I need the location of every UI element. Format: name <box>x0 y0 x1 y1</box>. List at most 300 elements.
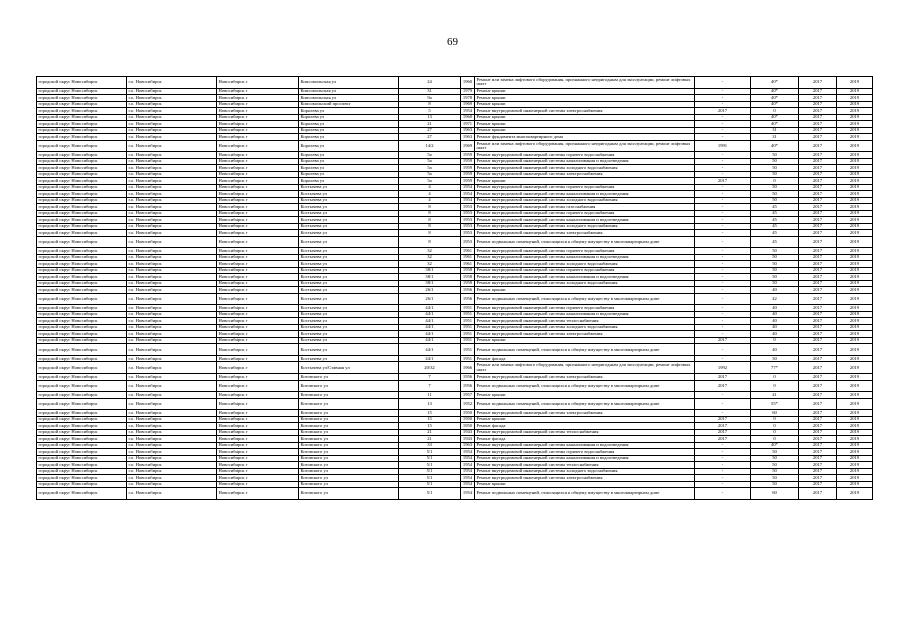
build-year-cell: 1953 <box>461 223 475 230</box>
plan-start-year-cell: 2017 <box>799 416 837 423</box>
city-cell: Новосибирск г <box>217 287 299 294</box>
city-cell: Новосибирск г <box>217 374 299 381</box>
wear-percent-cell: 0 <box>751 337 799 344</box>
house-number-cell: 4 <box>399 184 461 191</box>
house-number-cell: 5а <box>399 152 461 159</box>
city-cell: Новосибирск г <box>217 77 299 89</box>
city-cell: Новосибирск г <box>217 140 299 152</box>
plan-end-year-cell: 2019 <box>837 355 873 362</box>
wear-percent-cell: 50 <box>751 455 799 462</box>
plan-end-year-cell: 2019 <box>837 398 873 410</box>
build-year-cell: 1956 <box>461 287 475 294</box>
plan-end-year-cell: 2019 <box>837 462 873 469</box>
street-cell: Костычева ул <box>299 261 399 268</box>
municipality-cell: городской округ Новосибирск <box>37 398 127 410</box>
house-number-cell: 15 <box>399 423 461 430</box>
build-year-cell: 1959 <box>461 158 475 165</box>
last-repair-year-cell: - <box>695 468 751 475</box>
street-cell: Костычева ул <box>299 331 399 338</box>
municipality-cell: городской округ Новосибирск <box>37 261 127 268</box>
plan-start-year-cell: 2017 <box>799 165 837 172</box>
settlement-cell: г.о. Новосибирск <box>127 101 217 108</box>
wear-percent-cell: 40* <box>751 121 799 128</box>
municipality-cell: городской округ Новосибирск <box>37 468 127 475</box>
street-cell: Костычева ул <box>299 254 399 261</box>
wear-percent-cell: 40 <box>751 287 799 294</box>
street-cell: Костычева ул <box>299 217 399 224</box>
house-number-cell: 5а <box>399 165 461 172</box>
plan-start-year-cell: 2017 <box>799 101 837 108</box>
plan-start-year-cell: 2017 <box>799 223 837 230</box>
house-number-cell: 7 <box>399 374 461 381</box>
plan-start-year-cell: 2017 <box>799 236 837 248</box>
street-cell: Комсомольская ул <box>299 77 399 89</box>
last-repair-year-cell: - <box>695 318 751 325</box>
street-cell: Костычева ул <box>299 311 399 318</box>
last-repair-year-cell: - <box>695 254 751 261</box>
last-repair-year-cell: 2017 <box>695 423 751 430</box>
municipality-cell: городской округ Новосибирск <box>37 442 127 449</box>
city-cell: Новосибирск г <box>217 362 299 374</box>
last-repair-year-cell: - <box>695 223 751 230</box>
house-number-cell: 5/1 <box>399 475 461 482</box>
municipality-cell: городской округ Новосибирск <box>37 178 127 185</box>
build-year-cell: 1951 <box>461 331 475 338</box>
work-type-cell: Ремонт внутридомовой инженерной системы горячего водоснабжения <box>475 248 695 255</box>
settlement-cell: г.о. Новосибирск <box>127 95 217 102</box>
plan-start-year-cell: 2017 <box>799 331 837 338</box>
work-type-cell: Ремонт внутридомовой инженерной системы холодного водоснабжения <box>475 261 695 268</box>
settlement-cell: г.о. Новосибирск <box>127 178 217 185</box>
settlement-cell: г.о. Новосибирск <box>127 217 217 224</box>
wear-percent-cell: 50 <box>751 267 799 274</box>
plan-end-year-cell: 2019 <box>837 380 873 392</box>
house-number-cell: 13 <box>399 398 461 410</box>
last-repair-year-cell: - <box>695 331 751 338</box>
last-repair-year-cell: - <box>695 449 751 456</box>
wear-percent-cell: 45 <box>751 210 799 217</box>
city-cell: Новосибирск г <box>217 178 299 185</box>
last-repair-year-cell: - <box>695 392 751 399</box>
city-cell: Новосибирск г <box>217 108 299 115</box>
work-type-cell: Ремонт крыши <box>475 392 695 399</box>
build-year-cell: 1966 <box>461 362 475 374</box>
plan-start-year-cell: 2017 <box>799 204 837 211</box>
settlement-cell: г.о. Новосибирск <box>127 324 217 331</box>
house-number-cell: 20/32 <box>399 362 461 374</box>
repair-program-table-container <box>36 76 872 500</box>
build-year-cell: 1979 <box>461 88 475 95</box>
street-cell: Костычева ул <box>299 318 399 325</box>
settlement-cell: г.о. Новосибирск <box>127 140 217 152</box>
work-type-cell: Ремонт крыши <box>475 101 695 108</box>
work-type-cell: Ремонт или замена лифтового оборудования, признанного непригодным для эксплуатации, ремонт лифтовых шахт <box>475 77 695 89</box>
work-type-cell: Ремонт внутридомовой инженерной системы горячего водоснабжения <box>475 449 695 456</box>
city-cell: Новосибирск г <box>217 254 299 261</box>
municipality-cell: городской округ Новосибирск <box>37 488 127 500</box>
street-cell: Котовского ул <box>299 436 399 443</box>
plan-start-year-cell: 2017 <box>799 355 837 362</box>
city-cell: Новосибирск г <box>217 475 299 482</box>
house-number-cell: 9а <box>399 95 461 102</box>
street-cell: Котовского ул <box>299 416 399 423</box>
last-repair-year-cell: - <box>695 134 751 141</box>
house-number-cell: 7 <box>399 380 461 392</box>
city-cell: Новосибирск г <box>217 197 299 204</box>
last-repair-year-cell: - <box>695 197 751 204</box>
settlement-cell: г.о. Новосибирск <box>127 158 217 165</box>
street-cell: Костычева ул <box>299 184 399 191</box>
city-cell: Новосибирск г <box>217 88 299 95</box>
city-cell: Новосибирск г <box>217 429 299 436</box>
settlement-cell: г.о. Новосибирск <box>127 236 217 248</box>
last-repair-year-cell: - <box>695 488 751 500</box>
city-cell: Новосибирск г <box>217 392 299 399</box>
settlement-cell: г.о. Новосибирск <box>127 108 217 115</box>
city-cell: Новосибирск г <box>217 423 299 430</box>
settlement-cell: г.о. Новосибирск <box>127 254 217 261</box>
build-year-cell: 1951 <box>461 305 475 312</box>
build-year-cell: 1951 <box>461 324 475 331</box>
plan-end-year-cell: 2019 <box>837 127 873 134</box>
municipality-cell: городской округ Новосибирск <box>37 140 127 152</box>
plan-end-year-cell: 2019 <box>837 171 873 178</box>
street-cell: Костычева ул <box>299 191 399 198</box>
municipality-cell: городской округ Новосибирск <box>37 158 127 165</box>
city-cell: Новосибирск г <box>217 280 299 287</box>
street-cell: Котовского ул <box>299 398 399 410</box>
last-repair-year-cell: - <box>695 152 751 159</box>
plan-start-year-cell: 2017 <box>799 481 837 488</box>
street-cell: Котовского ул <box>299 410 399 417</box>
house-number-cell: 27 <box>399 134 461 141</box>
last-repair-year-cell: - <box>695 217 751 224</box>
last-repair-year-cell: - <box>695 324 751 331</box>
house-number-cell: 4 <box>399 191 461 198</box>
last-repair-year-cell: - <box>695 462 751 469</box>
build-year-cell: 1954 <box>461 488 475 500</box>
plan-start-year-cell: 2017 <box>799 114 837 121</box>
work-type-cell: Ремонт внутридомовой инженерной системы электроснабжения <box>475 108 695 115</box>
house-number-cell: 26/1 <box>399 293 461 305</box>
plan-end-year-cell: 2019 <box>837 261 873 268</box>
build-year-cell: 1954 <box>461 462 475 469</box>
last-repair-year-cell: 2017 <box>695 380 751 392</box>
street-cell: Котовского ул <box>299 481 399 488</box>
wear-percent-cell: 50 <box>751 152 799 159</box>
build-year-cell: 1963 <box>461 134 475 141</box>
street-cell: Королева ул <box>299 108 399 115</box>
work-type-cell: Ремонт подвальных помещений, относящихся к общему имуществу в многоквартирном доме <box>475 236 695 248</box>
wear-percent-cell: 55* <box>751 398 799 410</box>
build-year-cell: 1954 <box>461 475 475 482</box>
wear-percent-cell: 0 <box>751 108 799 115</box>
plan-start-year-cell: 2017 <box>799 318 837 325</box>
plan-start-year-cell: 2017 <box>799 324 837 331</box>
street-cell: Королева ул <box>299 152 399 159</box>
last-repair-year-cell: - <box>695 121 751 128</box>
house-number-cell: 31 <box>399 88 461 95</box>
settlement-cell: г.о. Новосибирск <box>127 223 217 230</box>
build-year-cell: 1978 <box>461 95 475 102</box>
settlement-cell: г.о. Новосибирск <box>127 287 217 294</box>
last-repair-year-cell: - <box>695 101 751 108</box>
plan-start-year-cell: 2017 <box>799 158 837 165</box>
plan-start-year-cell: 2017 <box>799 442 837 449</box>
plan-end-year-cell: 2019 <box>837 158 873 165</box>
plan-start-year-cell: 2017 <box>799 468 837 475</box>
last-repair-year-cell: - <box>695 88 751 95</box>
municipality-cell: городской округ Новосибирск <box>37 217 127 224</box>
work-type-cell: Ремонт внутридомовой инженерной системы холодного водоснабжения <box>475 223 695 230</box>
city-cell: Новосибирск г <box>217 488 299 500</box>
wear-percent-cell: 42 <box>751 293 799 305</box>
settlement-cell: г.о. Новосибирск <box>127 280 217 287</box>
street-cell: Костычева ул <box>299 344 399 356</box>
last-repair-year-cell: - <box>695 311 751 318</box>
wear-percent-cell: 50 <box>751 355 799 362</box>
work-type-cell: Ремонт внутридомовой инженерной системы канализования и водоотведения <box>475 254 695 261</box>
plan-start-year-cell: 2017 <box>799 462 837 469</box>
city-cell: Новосибирск г <box>217 410 299 417</box>
plan-start-year-cell: 2017 <box>799 455 837 462</box>
build-year-cell: 1963 <box>461 442 475 449</box>
last-repair-year-cell: - <box>695 274 751 281</box>
build-year-cell: 1951 <box>461 344 475 356</box>
municipality-cell: городской округ Новосибирск <box>37 165 127 172</box>
municipality-cell: городской округ Новосибирск <box>37 436 127 443</box>
build-year-cell: 1961 <box>461 254 475 261</box>
city-cell: Новосибирск г <box>217 152 299 159</box>
wear-percent-cell: 45 <box>751 223 799 230</box>
table-row <box>37 362 873 374</box>
plan-end-year-cell: 2019 <box>837 410 873 417</box>
work-type-cell: Ремонт крыши <box>475 337 695 344</box>
settlement-cell: г.о. Новосибирск <box>127 455 217 462</box>
house-number-cell: 5/1 <box>399 455 461 462</box>
city-cell: Новосибирск г <box>217 274 299 281</box>
wear-percent-cell: 41 <box>751 392 799 399</box>
last-repair-year-cell: - <box>695 455 751 462</box>
wear-percent-cell: 50 <box>751 184 799 191</box>
wear-percent-cell: 50 <box>751 165 799 172</box>
plan-end-year-cell: 2019 <box>837 197 873 204</box>
settlement-cell: г.о. Новосибирск <box>127 293 217 305</box>
work-type-cell: Ремонт крыши <box>475 416 695 423</box>
house-number-cell: 5а <box>399 171 461 178</box>
work-type-cell: Ремонт внутридомовой инженерной системы теплоснабжения <box>475 318 695 325</box>
last-repair-year-cell: - <box>695 158 751 165</box>
house-number-cell: 5 <box>399 108 461 115</box>
settlement-cell: г.о. Новосибирск <box>127 121 217 128</box>
city-cell: Новосибирск г <box>217 380 299 392</box>
city-cell: Новосибирск г <box>217 134 299 141</box>
plan-start-year-cell: 2017 <box>799 429 837 436</box>
city-cell: Новосибирск г <box>217 204 299 211</box>
last-repair-year-cell: - <box>695 481 751 488</box>
work-type-cell: Ремонт подвальных помещений, относящихся к общему имуществу в многоквартирном доме <box>475 380 695 392</box>
build-year-cell: 1960 <box>461 77 475 89</box>
last-repair-year-cell: - <box>695 293 751 305</box>
street-cell: Костычева ул <box>299 204 399 211</box>
build-year-cell: 1954 <box>461 481 475 488</box>
plan-start-year-cell: 2017 <box>799 108 837 115</box>
wear-percent-cell: 40 <box>751 344 799 356</box>
plan-start-year-cell: 2017 <box>799 140 837 152</box>
plan-end-year-cell: 2019 <box>837 178 873 185</box>
plan-start-year-cell: 2017 <box>799 95 837 102</box>
municipality-cell: городской округ Новосибирск <box>37 429 127 436</box>
plan-end-year-cell: 2019 <box>837 280 873 287</box>
municipality-cell: городской округ Новосибирск <box>37 204 127 211</box>
house-number-cell: 26/1 <box>399 287 461 294</box>
work-type-cell: Ремонт внутридомовой инженерной системы электроснабжения <box>475 230 695 237</box>
city-cell: Новосибирск г <box>217 191 299 198</box>
last-repair-year-cell: - <box>695 165 751 172</box>
table-row <box>37 77 873 89</box>
city-cell: Новосибирск г <box>217 236 299 248</box>
settlement-cell: г.о. Новосибирск <box>127 305 217 312</box>
street-cell: Королева ул <box>299 158 399 165</box>
municipality-cell: городской округ Новосибирск <box>37 121 127 128</box>
build-year-cell: 1954 <box>461 455 475 462</box>
table-row <box>37 140 873 152</box>
city-cell: Новосибирск г <box>217 311 299 318</box>
work-type-cell: Ремонт внутридомовой инженерной системы горячего водоснабжения <box>475 267 695 274</box>
city-cell: Новосибирск г <box>217 355 299 362</box>
plan-end-year-cell: 2019 <box>837 121 873 128</box>
house-number-cell: 5/1 <box>399 462 461 469</box>
street-cell: Костычева ул <box>299 267 399 274</box>
wear-percent-cell: 50 <box>751 261 799 268</box>
build-year-cell: 1943 <box>461 436 475 443</box>
plan-start-year-cell: 2017 <box>799 152 837 159</box>
work-type-cell: Ремонт или замена лифтового оборудования, признанного непригодным для эксплуатации, ремонт лифтовых шахт <box>475 362 695 374</box>
house-number-cell: 44/1 <box>399 344 461 356</box>
settlement-cell: г.о. Новосибирск <box>127 210 217 217</box>
municipality-cell: городской округ Новосибирск <box>37 287 127 294</box>
house-number-cell: 8 <box>399 210 461 217</box>
municipality-cell: городской округ Новосибирск <box>37 254 127 261</box>
wear-percent-cell: 40 <box>751 331 799 338</box>
house-number-cell: 44/1 <box>399 337 461 344</box>
work-type-cell: Ремонт внутридомовой инженерной системы холодного водоснабжения <box>475 280 695 287</box>
plan-end-year-cell: 2019 <box>837 442 873 449</box>
plan-end-year-cell: 2019 <box>837 165 873 172</box>
house-number-cell: 11 <box>399 392 461 399</box>
work-type-cell: Ремонт крыши <box>475 481 695 488</box>
settlement-cell: г.о. Новосибирск <box>127 165 217 172</box>
last-repair-year-cell: 2017 <box>695 374 751 381</box>
work-type-cell: Ремонт внутридомовой инженерной системы электроснабжения <box>475 331 695 338</box>
work-type-cell: Ремонт внутридомовой инженерной системы электроснабжения <box>475 374 695 381</box>
wear-percent-cell: 50 <box>751 481 799 488</box>
settlement-cell: г.о. Новосибирск <box>127 468 217 475</box>
city-cell: Новосибирск г <box>217 267 299 274</box>
street-cell: Королева ул <box>299 127 399 134</box>
settlement-cell: г.о. Новосибирск <box>127 449 217 456</box>
plan-start-year-cell: 2017 <box>799 261 837 268</box>
last-repair-year-cell: - <box>695 171 751 178</box>
city-cell: Новосибирск г <box>217 398 299 410</box>
plan-end-year-cell: 2019 <box>837 236 873 248</box>
wear-percent-cell: 0 <box>751 436 799 443</box>
build-year-cell: 1958 <box>461 267 475 274</box>
municipality-cell: городской округ Новосибирск <box>37 392 127 399</box>
house-number-cell: 15 <box>399 410 461 417</box>
city-cell: Новосибирск г <box>217 101 299 108</box>
city-cell: Новосибирск г <box>217 324 299 331</box>
municipality-cell: городской округ Новосибирск <box>37 114 127 121</box>
plan-start-year-cell: 2017 <box>799 392 837 399</box>
settlement-cell: г.о. Новосибирск <box>127 462 217 469</box>
house-number-cell: 8 <box>399 217 461 224</box>
build-year-cell: 1958 <box>461 274 475 281</box>
plan-end-year-cell: 2019 <box>837 475 873 482</box>
wear-percent-cell: 0 <box>751 416 799 423</box>
city-cell: Новосибирск г <box>217 95 299 102</box>
street-cell: Костычева ул <box>299 305 399 312</box>
city-cell: Новосибирск г <box>217 449 299 456</box>
house-number-cell: 5а <box>399 178 461 185</box>
plan-end-year-cell: 2019 <box>837 95 873 102</box>
house-number-cell: 38/1 <box>399 274 461 281</box>
plan-end-year-cell: 2019 <box>837 230 873 237</box>
last-repair-year-cell: - <box>695 355 751 362</box>
municipality-cell: городской округ Новосибирск <box>37 171 127 178</box>
plan-end-year-cell: 2019 <box>837 293 873 305</box>
wear-percent-cell: 50 <box>751 468 799 475</box>
street-cell: Комсомольский проспект <box>299 101 399 108</box>
municipality-cell: городской округ Новосибирск <box>37 423 127 430</box>
house-number-cell: 5/1 <box>399 488 461 500</box>
house-number-cell: 21 <box>399 121 461 128</box>
wear-percent-cell: 50 <box>751 254 799 261</box>
plan-start-year-cell: 2017 <box>799 380 837 392</box>
table-row <box>37 293 873 305</box>
municipality-cell: городской округ Новосибирск <box>37 77 127 89</box>
plan-start-year-cell: 2017 <box>799 191 837 198</box>
last-repair-year-cell: - <box>695 77 751 89</box>
last-repair-year-cell: - <box>695 475 751 482</box>
city-cell: Новосибирск г <box>217 318 299 325</box>
table-row <box>37 398 873 410</box>
street-cell: Костычева ул <box>299 337 399 344</box>
plan-end-year-cell: 2019 <box>837 287 873 294</box>
street-cell: Котовского ул <box>299 392 399 399</box>
last-repair-year-cell: - <box>695 442 751 449</box>
street-cell: Королева ул <box>299 171 399 178</box>
wear-percent-cell: 40* <box>751 442 799 449</box>
plan-end-year-cell: 2019 <box>837 392 873 399</box>
work-type-cell: Ремонт внутридомовой инженерной системы горячего водоснабжения <box>475 305 695 312</box>
plan-end-year-cell: 2019 <box>837 305 873 312</box>
last-repair-year-cell: - <box>695 127 751 134</box>
wear-percent-cell: 50 <box>751 449 799 456</box>
work-type-cell: Ремонт внутридомовой инженерной системы электроснабжения <box>475 171 695 178</box>
wear-percent-cell: 40* <box>751 77 799 89</box>
build-year-cell: 1954 <box>461 197 475 204</box>
settlement-cell: г.о. Новосибирск <box>127 423 217 430</box>
last-repair-year-cell: - <box>695 210 751 217</box>
build-year-cell: 1957 <box>461 392 475 399</box>
build-year-cell: 1953 <box>461 204 475 211</box>
last-repair-year-cell: - <box>695 261 751 268</box>
street-cell: Костычева ул <box>299 355 399 362</box>
last-repair-year-cell: - <box>695 305 751 312</box>
street-cell: Котовского ул <box>299 429 399 436</box>
work-type-cell: Ремонт внутридомовой инженерной системы горячего водоснабжения <box>475 210 695 217</box>
